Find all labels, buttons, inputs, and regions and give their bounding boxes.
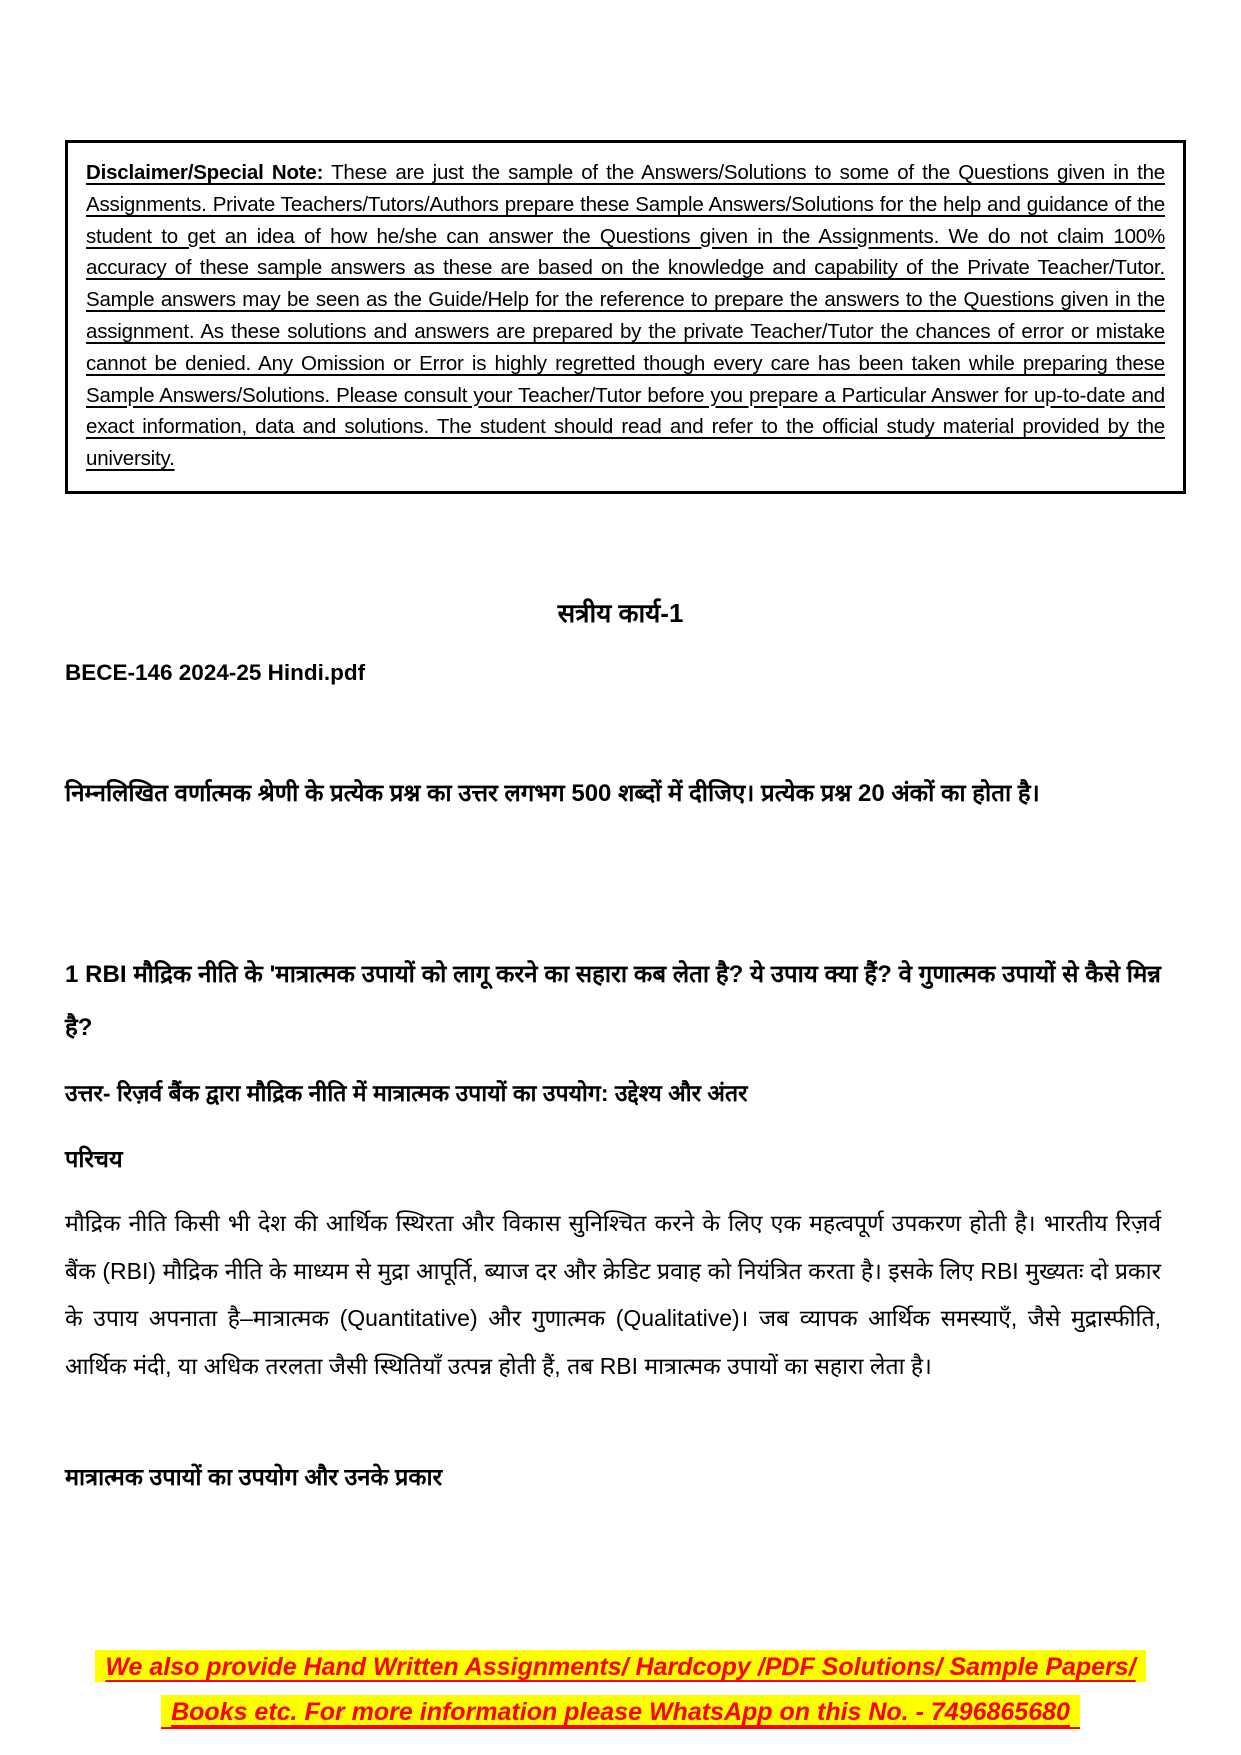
disclaimer-box [65,140,1186,494]
question-1-text: 1 RBI मौद्रिक नीति के 'मात्रात्मक उपायों को लागू करने का सहारा कब लेता है? ये उपाय क्या हैं? वे गुणात्मक उपायों से कैसे मिन्न है? [65,961,1161,1041]
intro-section-heading: परिचय [65,1146,123,1172]
footer-line-1 [0,1645,1241,1690]
footer-line-2-text: Books etc. For more information please WhatsApp on this No. - 7496865680 [161,1695,1080,1729]
disclaimer-label: Disclaimer/Special Note: [86,161,324,184]
assignment-instructions: निम्नलिखित वर्णात्मक श्रेणी के प्रत्येक प्रश्न का उत्तर लगभग 500 शब्दों में दीजिए। प्रत्येक प्रश्न 20 अंकों का होता है। [65,780,1040,807]
footer-banner [0,1645,1241,1735]
disclaimer-body: These are just the sample of the Answers/Solutions to some of the Questions given in the Assignments. Private Teachers/Tutors/Authors prepare these Sample Answers/Solutions for the help and guidance of the student to get an idea of how he/she can answer the Questions given in the Assignments. We do not claim 100% accuracy of these sample answers as these are based on the knowledge and capability of the Private Teacher/Tutor. Sample answers may be seen as the Guide/Help for the reference to prepare the answers to the Questions given in the assignment. As these solutions and answers are prepared by the private Teacher/Tutor the chances of error or mistake cannot be denied. Any Omission or Error is highly regretted though every care has been taken while preparing these Sample Answers/Solutions. Please consult your Teacher/Tutor before you prepare a Particular Answer for up-to-date and exact information, data and solutions. The student should read and refer to the official study material provided by the university. [86,161,1165,471]
footer-line-1-text: We also provide Hand Written Assignments/ Hardcopy /PDF Solutions/ Sample Papers/ [95,1650,1145,1682]
session-title: सत्रीय कार्य-1 [557,598,684,628]
file-name: BECE-146 2024-25 Hindi.pdf [65,660,366,685]
intro-paragraph: मौद्रिक नीति किसी भी देश की आर्थिक स्थिरता और विकास सुनिश्चित करने के लिए एक महत्वपूर्ण उपकरण होती है। भारतीय रिज़र्व बैंक (RBI) मौद्रिक नीति के माध्यम से मुद्रा आपूर्ति, ब्याज दर और क्रेडिट प्रवाह को नियंत्रित करता है। इसके लिए RBI मुख्यतः दो प्रकार के उपाय अपनाता है–मात्रात्मक (Quantitative) और गुणात्मक (Qualitative)। जब व्यापक आर्थिक समस्याएँ, जैसे मुद्रास्फीति, आर्थिक मंदी, या अधिक तरलता जैसी स्थितियाँ उत्पन्न होती हैं, तब RBI मात्रात्मक उपायों का सहारा लेता है। [65,1210,1161,1379]
answer-heading: उत्तर- रिज़र्व बैंक द्वारा मौद्रिक नीति में मात्रात्मक उपायों का उपयोग: उद्देश्य और अंतर [65,1080,748,1106]
disclaimer-text [86,157,1165,475]
footer-line-2 [0,1690,1241,1735]
types-section-heading: मात्रात्मक उपायों का उपयोग और उनके प्रकार [65,1464,443,1490]
